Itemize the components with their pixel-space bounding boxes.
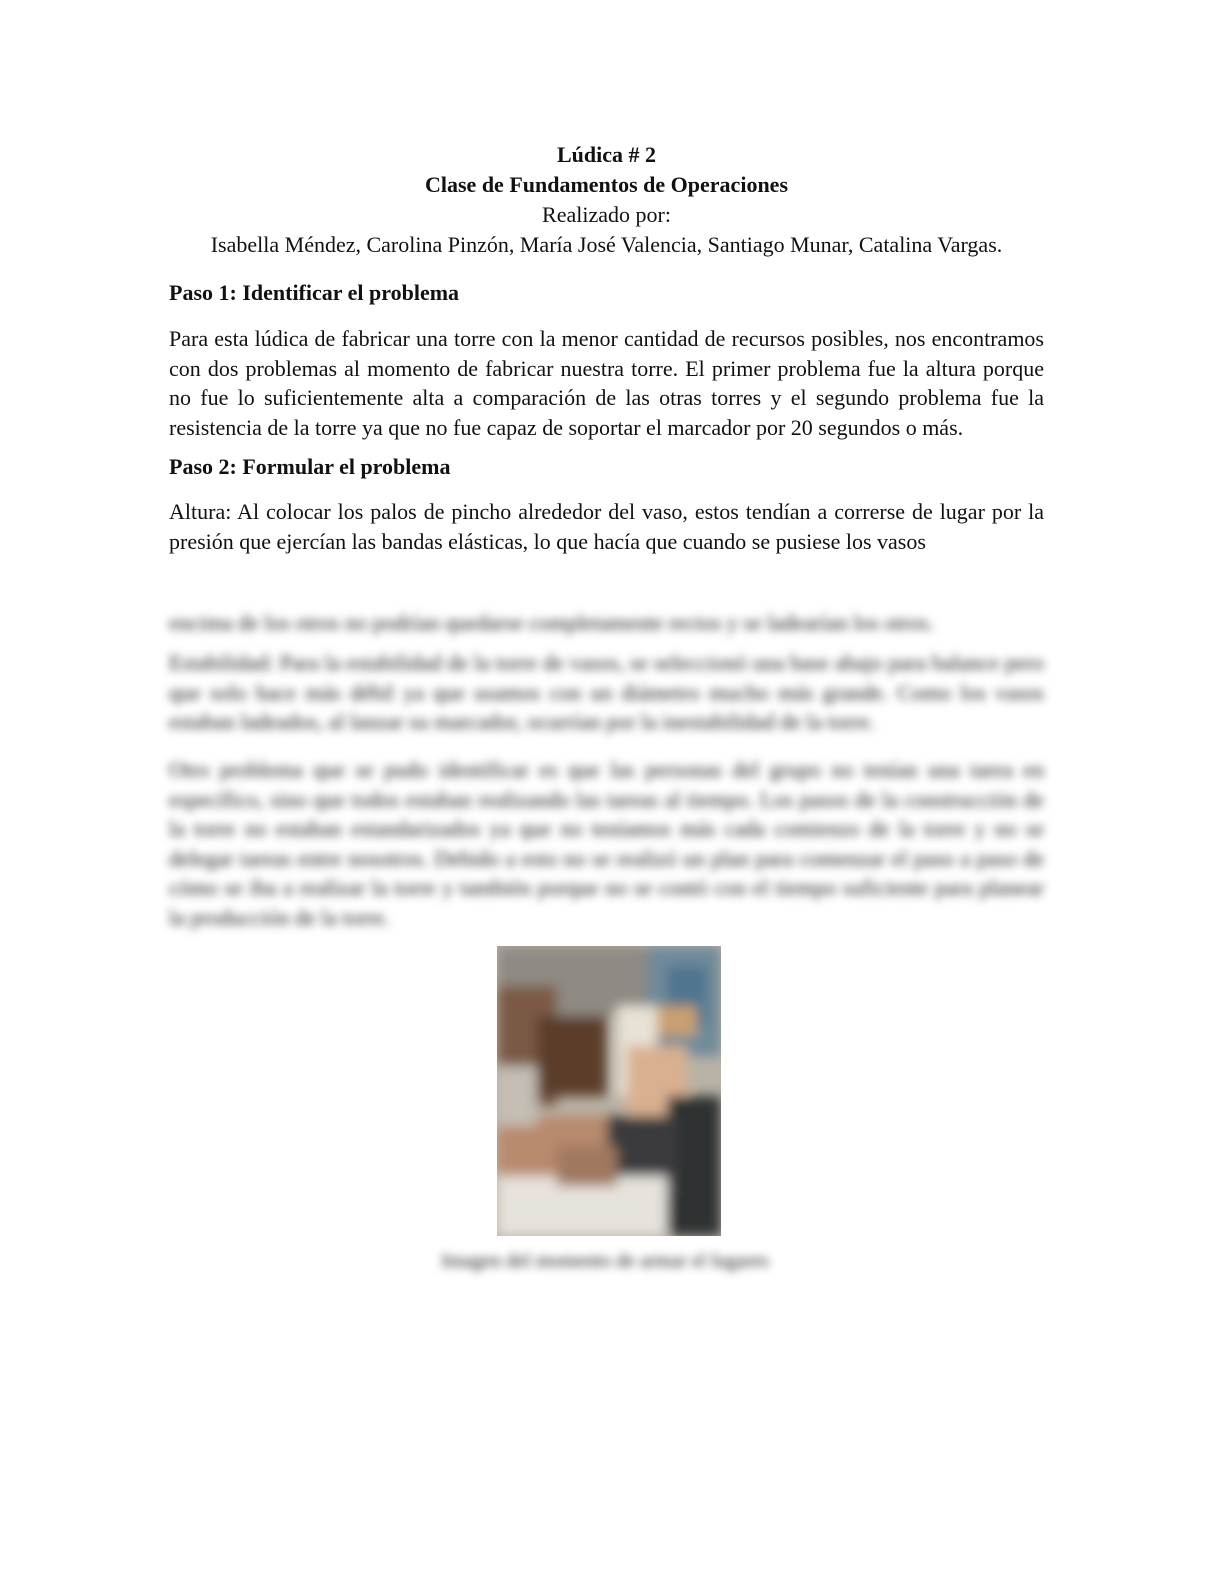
document-header: [169, 140, 1044, 260]
step-2-heading: Paso 2: Formular el problema: [169, 454, 451, 479]
blurred-continuation: encima de los otros no podrían quedarse completamente rectos y se ladearían los otros.: [169, 610, 934, 635]
blurred-paragraph-stability: [169, 648, 1044, 737]
step-2-paragraph: Altura: Al colocar los palos de pincho alrededor del vaso, estos tendían a correrse de lugar por la presión que ejercían las bandas elásticas, lo que hacía que cuando se pusiese los vasos: [169, 499, 1044, 554]
document-page: [169, 140, 1044, 556]
author-list: Isabella Méndez, Carolina Pinzón, María José Valencia, Santiago Munar, Catalina Vargas.: [210, 232, 1003, 257]
document-title: Lúdica # 2: [556, 142, 657, 167]
tower-photo-image: [497, 946, 721, 1236]
step-1-heading: Paso 1: Identificar el problema: [169, 280, 460, 305]
blurred-paragraph-roles: [169, 755, 1044, 932]
step-1-paragraph: Para esta lúdica de fabricar una torre con la menor cantidad de recursos posibles, nos encontramos con dos problemas al momento de fabricar nuestra torre. El primer problema fue la altura porque no fue lo suficientemente alta a comparación de las otras torres y el segundo problema fue la resistencia de la torre ya que no fue capaz de soportar el marcador por 20 segundos o más.: [169, 326, 1044, 440]
blurred-roles-text: Otro problema que se pudo identificar es que las personas del grupo no tenían una tarea en específico, sino que todos estaban realizando las tareas al tiempo. Los pasos de la construcción de la torre no estaban estandarizados ya que no teníamos más cada comienzo de la torre y no se delegar tareas entre nosotros. Debido a esto no se realizó un plan para comenzar el paso a paso de cómo se iba a realizar la torre y también porque no se contó con el tiempo suficiente para planear la producción de la torre.: [169, 757, 1044, 930]
document-subtitle: Clase de Fundamentos de Operaciones: [425, 172, 788, 197]
blurred-stability-text: Estabilidad: Para la estabilidad de la torre de vasos, se seleccionó una base abajo para balance pero que solo hace más débil ya que usamos con un diámetro mucho más grande. Como los vasos estaban ladeados, al lanzar su marcador, ocurrían por la inestabilidad de la torre.: [169, 650, 1044, 734]
figure-caption: [300, 1248, 910, 1274]
blurred-line: [169, 608, 1044, 638]
author-label: Realizado por:: [542, 202, 671, 227]
tower-photo: [497, 946, 721, 1236]
caption-text: Imagen del momento de armar el lugares: [441, 1250, 769, 1272]
step-2-visible-text: [169, 497, 1044, 556]
